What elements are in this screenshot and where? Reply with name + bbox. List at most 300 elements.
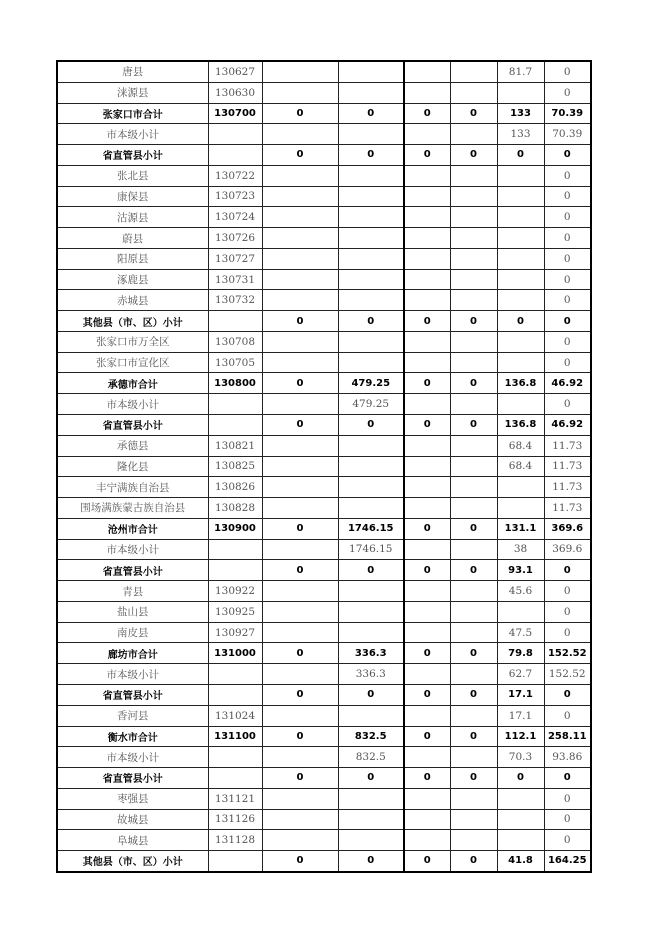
value-cell <box>338 207 404 228</box>
value-cell <box>404 248 450 269</box>
value-cell <box>497 498 544 519</box>
region-code-cell: 130627 <box>208 61 262 82</box>
table-row <box>57 518 591 539</box>
value-cell <box>497 331 544 352</box>
value-cell: 479.25 <box>338 394 404 415</box>
value-cell: 0 <box>338 145 404 166</box>
value-cell <box>338 622 404 643</box>
value-cell: 0 <box>404 560 450 581</box>
value-cell <box>497 228 544 249</box>
value-cell: 0 <box>544 269 591 290</box>
value-cell: 0 <box>544 581 591 602</box>
value-cell: 0 <box>404 518 450 539</box>
value-cell: 0 <box>450 415 497 436</box>
value-cell <box>404 352 450 373</box>
table-row <box>57 352 591 373</box>
value-cell: 0 <box>544 82 591 103</box>
value-cell: 0 <box>262 373 338 394</box>
region-name-cell: 市本级小计 <box>57 394 208 415</box>
table-row <box>57 373 591 394</box>
value-cell <box>404 456 450 477</box>
value-cell: 0 <box>544 352 591 373</box>
value-cell <box>404 394 450 415</box>
value-cell: 164.25 <box>544 851 591 872</box>
value-cell <box>404 165 450 186</box>
value-cell: 0 <box>262 415 338 436</box>
table-row <box>57 539 591 560</box>
value-cell <box>262 622 338 643</box>
table-row <box>57 145 591 166</box>
table-row <box>57 830 591 851</box>
region-name-cell: 省直管县小计 <box>57 415 208 436</box>
value-cell <box>497 809 544 830</box>
value-cell <box>262 61 338 82</box>
region-code-cell: 130700 <box>208 103 262 124</box>
region-code-cell <box>208 124 262 145</box>
value-cell <box>338 228 404 249</box>
region-code-cell: 130727 <box>208 248 262 269</box>
region-code-cell: 130708 <box>208 331 262 352</box>
region-name-cell: 衡水市合计 <box>57 726 208 747</box>
value-cell <box>404 705 450 726</box>
value-cell <box>404 581 450 602</box>
value-cell <box>450 705 497 726</box>
value-cell <box>404 788 450 809</box>
region-name-cell: 阜城县 <box>57 830 208 851</box>
value-cell: 0 <box>544 830 591 851</box>
value-cell: 336.3 <box>338 664 404 685</box>
value-cell: 62.7 <box>497 664 544 685</box>
table-row <box>57 394 591 415</box>
table-row <box>57 851 591 872</box>
region-code-cell: 130800 <box>208 373 262 394</box>
value-cell: 0 <box>544 809 591 830</box>
value-cell: 0 <box>544 601 591 622</box>
value-cell: 112.1 <box>497 726 544 747</box>
value-cell <box>497 290 544 311</box>
value-cell <box>262 269 338 290</box>
value-cell <box>338 61 404 82</box>
value-cell: 0 <box>544 228 591 249</box>
value-cell: 0 <box>544 331 591 352</box>
region-name-cell: 丰宁满族自治县 <box>57 477 208 498</box>
value-cell: 70.3 <box>497 747 544 768</box>
data-table <box>56 60 592 873</box>
region-name-cell: 张北县 <box>57 165 208 186</box>
region-name-cell: 沧州市合计 <box>57 518 208 539</box>
value-cell: 0 <box>404 373 450 394</box>
value-cell: 0 <box>450 145 497 166</box>
region-code-cell <box>208 851 262 872</box>
value-cell: 0 <box>544 705 591 726</box>
region-code-cell <box>208 311 262 332</box>
value-cell: 0 <box>404 311 450 332</box>
value-cell <box>497 207 544 228</box>
value-cell: 93.86 <box>544 747 591 768</box>
value-cell: 258.11 <box>544 726 591 747</box>
value-cell: 0 <box>450 768 497 789</box>
value-cell <box>497 394 544 415</box>
region-code-cell: 131128 <box>208 830 262 851</box>
region-code-cell: 130821 <box>208 435 262 456</box>
value-cell: 68.4 <box>497 435 544 456</box>
table-row <box>57 622 591 643</box>
value-cell: 0 <box>497 145 544 166</box>
value-cell <box>450 830 497 851</box>
value-cell: 79.8 <box>497 643 544 664</box>
value-cell <box>450 269 497 290</box>
value-cell <box>404 331 450 352</box>
table-row <box>57 705 591 726</box>
table-row <box>57 435 591 456</box>
value-cell <box>262 228 338 249</box>
value-cell: 0 <box>544 684 591 705</box>
region-name-cell: 张家口市万全区 <box>57 331 208 352</box>
value-cell <box>338 186 404 207</box>
region-name-cell: 枣强县 <box>57 788 208 809</box>
table-row <box>57 103 591 124</box>
value-cell: 152.52 <box>544 664 591 685</box>
value-cell <box>262 207 338 228</box>
value-cell <box>262 394 338 415</box>
table-row <box>57 601 591 622</box>
value-cell: 336.3 <box>338 643 404 664</box>
value-cell <box>450 539 497 560</box>
value-cell <box>262 830 338 851</box>
value-cell <box>450 581 497 602</box>
value-cell <box>262 290 338 311</box>
region-name-cell: 唐县 <box>57 61 208 82</box>
value-cell: 0 <box>404 643 450 664</box>
value-cell: 832.5 <box>338 726 404 747</box>
value-cell <box>450 290 497 311</box>
value-cell <box>262 124 338 145</box>
value-cell <box>497 248 544 269</box>
value-cell <box>262 581 338 602</box>
table-row <box>57 684 591 705</box>
value-cell <box>404 477 450 498</box>
table-row <box>57 207 591 228</box>
value-cell: 47.5 <box>497 622 544 643</box>
value-cell: 152.52 <box>544 643 591 664</box>
table-row <box>57 61 591 82</box>
value-cell <box>338 331 404 352</box>
table-row <box>57 290 591 311</box>
region-name-cell: 赤城县 <box>57 290 208 311</box>
value-cell <box>450 477 497 498</box>
value-cell <box>262 456 338 477</box>
region-code-cell: 131000 <box>208 643 262 664</box>
table-row <box>57 415 591 436</box>
value-cell <box>450 664 497 685</box>
value-cell: 0 <box>450 684 497 705</box>
region-name-cell: 其他县（市、区）小计 <box>57 311 208 332</box>
region-name-cell: 涿鹿县 <box>57 269 208 290</box>
region-name-cell: 廊坊市合计 <box>57 643 208 664</box>
value-cell <box>450 82 497 103</box>
value-cell: 0 <box>262 851 338 872</box>
value-cell <box>404 747 450 768</box>
value-cell <box>450 435 497 456</box>
value-cell <box>338 290 404 311</box>
table-row <box>57 477 591 498</box>
value-cell: 0 <box>338 103 404 124</box>
region-code-cell: 130826 <box>208 477 262 498</box>
table-row <box>57 311 591 332</box>
value-cell <box>450 61 497 82</box>
value-cell <box>404 664 450 685</box>
value-cell: 0 <box>338 768 404 789</box>
value-cell: 70.39 <box>544 124 591 145</box>
value-cell: 0 <box>450 518 497 539</box>
value-cell <box>262 186 338 207</box>
value-cell <box>497 186 544 207</box>
value-cell: 93.1 <box>497 560 544 581</box>
value-cell: 0 <box>262 518 338 539</box>
value-cell <box>450 352 497 373</box>
region-code-cell: 130723 <box>208 186 262 207</box>
table-row <box>57 228 591 249</box>
value-cell: 17.1 <box>497 705 544 726</box>
value-cell <box>450 207 497 228</box>
value-cell <box>262 809 338 830</box>
value-cell <box>338 581 404 602</box>
region-code-cell: 130922 <box>208 581 262 602</box>
value-cell: 0 <box>450 373 497 394</box>
table-row <box>57 581 591 602</box>
region-code-cell: 130900 <box>208 518 262 539</box>
value-cell <box>497 830 544 851</box>
region-code-cell: 130705 <box>208 352 262 373</box>
value-cell <box>404 809 450 830</box>
region-name-cell: 盐山县 <box>57 601 208 622</box>
value-cell: 479.25 <box>338 373 404 394</box>
table-row <box>57 165 591 186</box>
value-cell: 133 <box>497 124 544 145</box>
value-cell <box>450 456 497 477</box>
region-code-cell: 130925 <box>208 601 262 622</box>
table-row <box>57 269 591 290</box>
region-code-cell <box>208 684 262 705</box>
value-cell <box>404 435 450 456</box>
value-cell <box>262 248 338 269</box>
value-cell <box>262 331 338 352</box>
value-cell: 0 <box>450 103 497 124</box>
value-cell <box>338 269 404 290</box>
region-name-cell: 蔚县 <box>57 228 208 249</box>
value-cell: 38 <box>497 539 544 560</box>
region-name-cell: 南皮县 <box>57 622 208 643</box>
value-cell: 0 <box>544 394 591 415</box>
value-cell: 0 <box>450 726 497 747</box>
value-cell <box>404 186 450 207</box>
value-cell <box>262 82 338 103</box>
value-cell: 0 <box>338 560 404 581</box>
value-cell <box>262 477 338 498</box>
value-cell <box>450 788 497 809</box>
region-code-cell: 130722 <box>208 165 262 186</box>
table-row <box>57 643 591 664</box>
region-code-cell <box>208 394 262 415</box>
value-cell: 133 <box>497 103 544 124</box>
region-code-cell <box>208 747 262 768</box>
value-cell <box>497 165 544 186</box>
value-cell <box>338 165 404 186</box>
value-cell: 0 <box>544 165 591 186</box>
region-code-cell <box>208 145 262 166</box>
value-cell: 45.6 <box>497 581 544 602</box>
value-cell: 0 <box>544 186 591 207</box>
value-cell: 81.7 <box>497 61 544 82</box>
value-cell <box>450 747 497 768</box>
region-name-cell: 市本级小计 <box>57 539 208 560</box>
value-cell <box>450 186 497 207</box>
table-row <box>57 809 591 830</box>
value-cell <box>450 165 497 186</box>
value-cell: 0 <box>338 851 404 872</box>
region-name-cell: 阳原县 <box>57 248 208 269</box>
region-name-cell: 市本级小计 <box>57 747 208 768</box>
value-cell: 0 <box>404 145 450 166</box>
region-code-cell: 130927 <box>208 622 262 643</box>
value-cell: 832.5 <box>338 747 404 768</box>
region-code-cell: 130825 <box>208 456 262 477</box>
region-code-cell: 130828 <box>208 498 262 519</box>
value-cell: 0 <box>450 643 497 664</box>
value-cell <box>450 331 497 352</box>
value-cell: 0 <box>497 768 544 789</box>
value-cell: 136.8 <box>497 415 544 436</box>
value-cell: 0 <box>262 684 338 705</box>
value-cell <box>497 269 544 290</box>
region-name-cell: 故城县 <box>57 809 208 830</box>
region-name-cell: 承德县 <box>57 435 208 456</box>
value-cell <box>262 435 338 456</box>
value-cell <box>338 82 404 103</box>
value-cell: 0 <box>338 311 404 332</box>
value-cell <box>338 809 404 830</box>
value-cell <box>450 622 497 643</box>
table-row <box>57 498 591 519</box>
value-cell: 0 <box>338 415 404 436</box>
table-row <box>57 726 591 747</box>
value-cell <box>404 498 450 519</box>
value-cell: 70.39 <box>544 103 591 124</box>
value-cell: 0 <box>544 290 591 311</box>
table-row <box>57 456 591 477</box>
region-code-cell: 130630 <box>208 82 262 103</box>
value-cell: 0 <box>404 851 450 872</box>
region-name-cell: 康保县 <box>57 186 208 207</box>
value-cell: 0 <box>497 311 544 332</box>
value-cell: 0 <box>450 851 497 872</box>
value-cell: 0 <box>544 560 591 581</box>
value-cell <box>338 830 404 851</box>
value-cell <box>497 601 544 622</box>
value-cell <box>450 809 497 830</box>
value-cell <box>450 124 497 145</box>
region-code-cell <box>208 664 262 685</box>
region-name-cell: 张家口市宣化区 <box>57 352 208 373</box>
value-cell <box>262 705 338 726</box>
value-cell: 0 <box>544 207 591 228</box>
value-cell: 68.4 <box>497 456 544 477</box>
value-cell <box>338 352 404 373</box>
value-cell <box>497 788 544 809</box>
value-cell <box>338 435 404 456</box>
value-cell: 0 <box>262 311 338 332</box>
region-name-cell: 张家口市合计 <box>57 103 208 124</box>
region-code-cell: 130732 <box>208 290 262 311</box>
value-cell <box>404 269 450 290</box>
value-cell: 136.8 <box>497 373 544 394</box>
value-cell: 0 <box>544 788 591 809</box>
region-name-cell: 省直管县小计 <box>57 768 208 789</box>
region-name-cell: 香河县 <box>57 705 208 726</box>
value-cell: 0 <box>404 726 450 747</box>
value-cell: 11.73 <box>544 477 591 498</box>
region-code-cell <box>208 768 262 789</box>
value-cell <box>404 82 450 103</box>
value-cell: 0 <box>262 145 338 166</box>
region-code-cell: 131024 <box>208 705 262 726</box>
value-cell <box>404 601 450 622</box>
table-row <box>57 82 591 103</box>
value-cell <box>262 788 338 809</box>
value-cell: 1746.15 <box>338 518 404 539</box>
region-code-cell: 130731 <box>208 269 262 290</box>
value-cell <box>262 352 338 373</box>
region-name-cell: 隆化县 <box>57 456 208 477</box>
value-cell: 0 <box>450 560 497 581</box>
value-cell <box>497 352 544 373</box>
region-code-cell: 131100 <box>208 726 262 747</box>
value-cell: 0 <box>544 768 591 789</box>
value-cell <box>404 207 450 228</box>
region-name-cell: 市本级小计 <box>57 124 208 145</box>
value-cell: 46.92 <box>544 415 591 436</box>
value-cell: 0 <box>262 768 338 789</box>
value-cell: 0 <box>262 560 338 581</box>
value-cell <box>262 539 338 560</box>
value-cell: 46.92 <box>544 373 591 394</box>
region-code-cell: 131121 <box>208 788 262 809</box>
table-row <box>57 124 591 145</box>
value-cell <box>338 477 404 498</box>
table-row <box>57 747 591 768</box>
value-cell: 0 <box>544 248 591 269</box>
value-cell <box>404 622 450 643</box>
value-cell: 0 <box>262 103 338 124</box>
value-cell: 17.1 <box>497 684 544 705</box>
value-cell <box>338 788 404 809</box>
value-cell <box>450 601 497 622</box>
region-code-cell <box>208 415 262 436</box>
region-name-cell: 省直管县小计 <box>57 145 208 166</box>
value-cell <box>338 456 404 477</box>
value-cell: 369.6 <box>544 539 591 560</box>
value-cell: 0 <box>544 622 591 643</box>
value-cell <box>262 601 338 622</box>
value-cell <box>338 601 404 622</box>
value-cell <box>450 394 497 415</box>
value-cell: 0 <box>544 61 591 82</box>
table-row <box>57 331 591 352</box>
value-cell: 0 <box>338 684 404 705</box>
region-code-cell <box>208 539 262 560</box>
region-name-cell: 其他县（市、区）小计 <box>57 851 208 872</box>
value-cell <box>404 290 450 311</box>
